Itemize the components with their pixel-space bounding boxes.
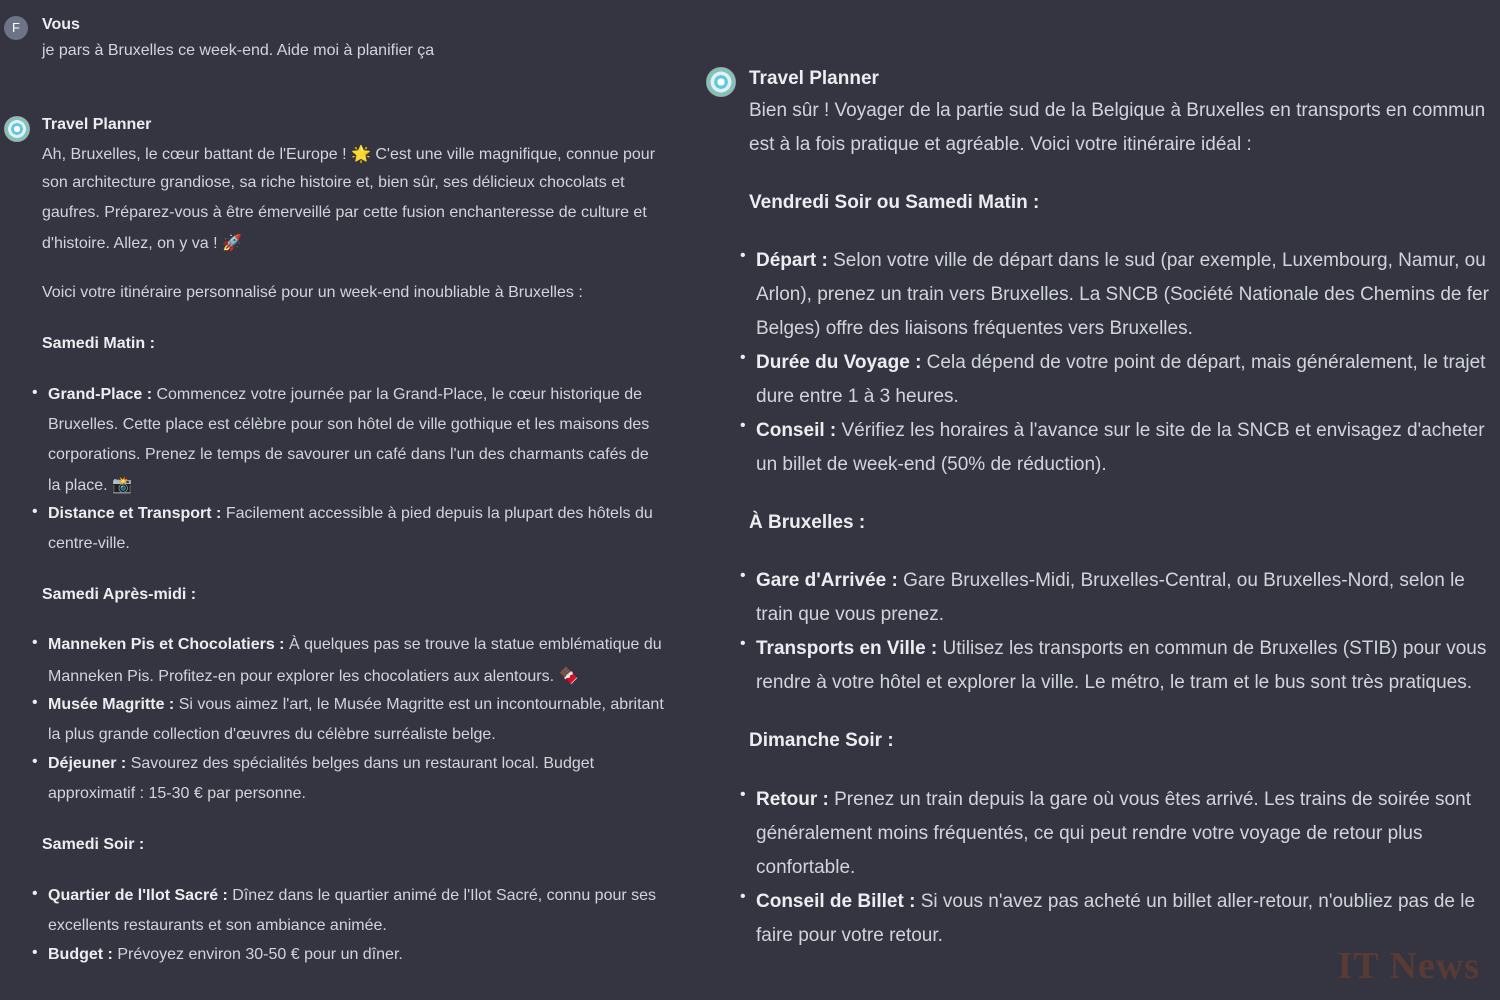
list-item-line: Musée Magritte : Si vous aimez l'art, le Musée Magritte est un incontournable, abritant — [48, 696, 664, 713]
left-conversation-panel — [0, 0, 700, 1000]
bullet-dot: • — [32, 634, 38, 651]
intro-line: est à la fois pratique et agréable. Voici votre itinéraire idéal : — [749, 134, 1252, 155]
list-item-line: Manneken Pis. Profitez-en pour explorer les chocolatiers aux alentours. 🍫 — [48, 668, 579, 685]
section-heading: À Bruxelles : — [749, 512, 866, 533]
intro-line: Bien sûr ! Voyager de la partie sud de la Belgique à Bruxelles en transports en commun — [749, 100, 1486, 121]
list-item-line: Arlon), prenez un train vers Bruxelles. La SNCB (Société Nationale des Chemins de fer — [756, 284, 1489, 305]
list-item-line: centre-ville. — [48, 535, 130, 552]
list-item-line: Distance et Transport : Facilement accessible à pied depuis la plupart des hôtels du — [48, 505, 653, 522]
user-message: je pars à Bruxelles ce week-end. Aide moi à planifier ça — [42, 42, 435, 59]
list-item-line: Retour : Prenez un train depuis la gare où vous êtes arrivé. Les trains de soirée sont — [756, 789, 1471, 810]
bullet-dot: • — [740, 635, 746, 652]
it-news-watermark: IT News — [1337, 945, 1480, 987]
travel-planner-avatar-icon — [4, 116, 30, 142]
bullet-dot: • — [32, 384, 38, 401]
list-item-line: approximatif : 15-30 € par personne. — [48, 785, 306, 802]
section-heading: Vendredi Soir ou Samedi Matin : — [749, 192, 1040, 213]
list-item-line: Budget : Prévoyez environ 30-50 € pour un dîner. — [48, 946, 403, 963]
user-avatar: F — [4, 16, 28, 40]
bullet-dot: • — [740, 786, 746, 803]
list-item-line: Belges) offre des liaisons fréquentes vers Bruxelles. — [756, 318, 1193, 339]
list-item-line: Départ : Selon votre ville de départ dans le sud (par exemple, Luxembourg, Namur, ou — [756, 250, 1486, 271]
list-item-line: Quartier de l'Ilot Sacré : Dînez dans le quartier animé de l'Ilot Sacré, connu pour ses — [48, 887, 657, 904]
bullet-dot: • — [32, 503, 38, 520]
list-item-line: Déjeuner : Savourez des spécialités belges dans un restaurant local. Budget — [48, 755, 595, 772]
list-item-line: rendre à votre hôtel et explorer la ville. Le métro, le tram et le bus sont très pratiques. — [756, 672, 1473, 693]
bullet-dot: • — [32, 753, 38, 770]
section-heading: Samedi Matin : — [42, 335, 155, 352]
bullet-dot: • — [740, 567, 746, 584]
list-item-line: corporations. Prenez le temps de savourer un café dans l'un des charmants cafés de — [48, 446, 649, 463]
bullet-dot: • — [740, 417, 746, 434]
bullet-dot: • — [740, 247, 746, 264]
list-item-line: Conseil : Vérifiez les horaires à l'avance sur le site de la SNCB et envisagez d'acheter — [756, 420, 1485, 441]
bullet-dot: • — [740, 888, 746, 905]
list-item-line: Bruxelles. Cette place est célèbre pour son hôtel de ville gothique et les maisons des — [48, 416, 650, 433]
bullet-dot: • — [32, 694, 38, 711]
list-item-line: dure entre 1 à 3 heures. — [756, 386, 959, 407]
list-item-line: train que vous prenez. — [756, 604, 945, 625]
bullet-dot: • — [32, 944, 38, 961]
list-item-line: excellents restaurants et son ambiance animée. — [48, 917, 387, 934]
section-heading: Samedi Après-midi : — [42, 586, 197, 603]
section-heading: Dimanche Soir : — [749, 730, 894, 751]
list-item-line: Gare d'Arrivée : Gare Bruxelles-Midi, Bruxelles-Central, ou Bruxelles-Nord, selon le — [756, 570, 1465, 591]
list-item-line: la plus grande collection d'œuvres du célèbre surréaliste belge. — [48, 726, 496, 743]
list-item-line: Conseil de Billet : Si vous n'avez pas acheté un billet aller-retour, n'oubliez pas de le — [756, 891, 1476, 912]
user-name: Vous — [42, 16, 80, 33]
bullet-dot: • — [740, 349, 746, 366]
right-conversation-panel — [700, 0, 1500, 1000]
bullet-dot: • — [32, 885, 38, 902]
intro-line: gaufres. Préparez-vous à être émerveillé par cette fusion enchanteresse de culture et — [42, 204, 647, 221]
section-heading: Samedi Soir : — [42, 836, 145, 853]
itinerary-intro: Voici votre itinéraire personnalisé pour un week-end inoubliable à Bruxelles : — [42, 284, 583, 301]
intro-line: son architecture grandiose, sa riche histoire et, bien sûr, ses délicieux chocolats et — [42, 174, 625, 191]
travel-planner-avatar-icon — [706, 67, 736, 97]
bot-name: Travel Planner — [749, 68, 879, 89]
bot-name: Travel Planner — [42, 116, 152, 133]
intro-line: d'histoire. Allez, on y va ! 🚀 — [42, 235, 242, 252]
list-item-line: Transports en Ville : Utilisez les transports en commun de Bruxelles (STIB) pour vous — [756, 638, 1487, 659]
list-item-line: Durée du Voyage : Cela dépend de votre point de départ, mais généralement, le trajet — [756, 352, 1486, 373]
list-item-line: généralement moins fréquentés, ce qui peut rendre votre voyage de retour plus — [756, 823, 1423, 844]
list-item-line: faire pour votre retour. — [756, 925, 943, 946]
list-item-line: confortable. — [756, 857, 856, 878]
list-item-line: un billet de week-end (50% de réduction). — [756, 454, 1107, 475]
list-item-line: la place. 📸 — [48, 477, 132, 494]
intro-line: Ah, Bruxelles, le cœur battant de l'Europe ! 🌟 C'est une ville magnifique, connue pour — [42, 146, 656, 163]
list-item-line: Grand-Place : Commencez votre journée par la Grand-Place, le cœur historique de — [48, 386, 643, 403]
list-item-line: Manneken Pis et Chocolatiers : À quelques pas se trouve la statue emblématique du — [48, 636, 662, 653]
